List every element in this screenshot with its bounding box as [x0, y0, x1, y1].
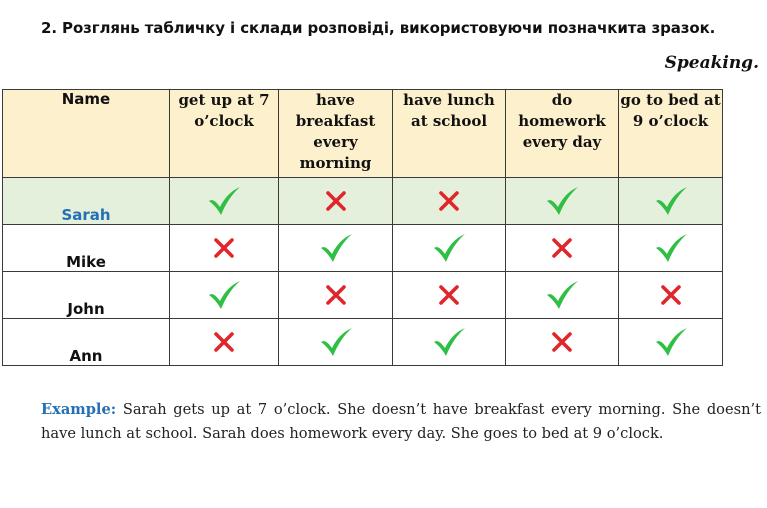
- mark-cell: [619, 319, 723, 366]
- check-icon: [545, 186, 579, 216]
- mark-cell: [393, 225, 506, 272]
- mark-cell: [619, 178, 723, 225]
- speaking-badge: Speaking.: [664, 53, 759, 73]
- cross-icon: [551, 237, 573, 259]
- cross-icon: [438, 284, 460, 306]
- mark-cell: [393, 178, 506, 225]
- check-icon: [319, 327, 353, 357]
- mark-cell: [393, 319, 506, 366]
- check-icon: [207, 280, 241, 310]
- check-icon: [432, 327, 466, 357]
- mark-cell: [506, 319, 619, 366]
- example-label: Example:: [41, 401, 117, 418]
- mark-cell: [170, 319, 279, 366]
- activity-table: [2, 89, 723, 366]
- row-name-mike: Mike: [3, 225, 170, 272]
- example-paragraph: [41, 398, 761, 446]
- mark-cell: [170, 178, 279, 225]
- check-icon: [654, 233, 688, 263]
- mark-cell: [279, 272, 393, 319]
- check-icon: [319, 233, 353, 263]
- table-header-row: [3, 90, 723, 178]
- check-icon: [654, 186, 688, 216]
- example-text: Sarah gets up at 7 o’clock. She doesn’t have breakfast every morning. She doesn’t have lunch at school. Sarah does homework every day. She goes to bed at 9 o’clock.: [41, 401, 761, 442]
- column-header-lunch: have lunch at school: [393, 90, 506, 178]
- check-icon: [654, 327, 688, 357]
- cross-icon: [213, 237, 235, 259]
- mark-cell: [619, 272, 723, 319]
- mark-cell: [279, 225, 393, 272]
- mark-cell: [506, 272, 619, 319]
- table-row: [3, 178, 723, 225]
- row-name-ann: Ann: [3, 319, 170, 366]
- cross-icon: [438, 190, 460, 212]
- check-icon: [207, 186, 241, 216]
- mark-cell: [279, 178, 393, 225]
- check-icon: [432, 233, 466, 263]
- mark-cell: [393, 272, 506, 319]
- column-header-bed: go to bed at 9 o’clock: [619, 90, 723, 178]
- check-icon: [545, 280, 579, 310]
- cross-icon: [660, 284, 682, 306]
- mark-cell: [279, 319, 393, 366]
- cross-icon: [325, 284, 347, 306]
- name-column-header: Name: [3, 90, 170, 178]
- row-name-john: John: [3, 272, 170, 319]
- column-header-breakfast: have breakfast every morning: [279, 90, 393, 178]
- mark-cell: [506, 178, 619, 225]
- mark-cell: [170, 225, 279, 272]
- task-instruction: 2. Розглянь табличку і склади розповіді, використовуючи позначкита зразок.: [41, 19, 716, 37]
- mark-cell: [170, 272, 279, 319]
- table-row: [3, 272, 723, 319]
- column-header-get-up: get up at 7 o’clock: [170, 90, 279, 178]
- column-header-homework: do homework every day: [506, 90, 619, 178]
- mark-cell: [506, 225, 619, 272]
- cross-icon: [213, 331, 235, 353]
- row-name-sarah: Sarah: [3, 178, 170, 225]
- table-row: [3, 319, 723, 366]
- table-row: [3, 225, 723, 272]
- cross-icon: [325, 190, 347, 212]
- mark-cell: [619, 225, 723, 272]
- cross-icon: [551, 331, 573, 353]
